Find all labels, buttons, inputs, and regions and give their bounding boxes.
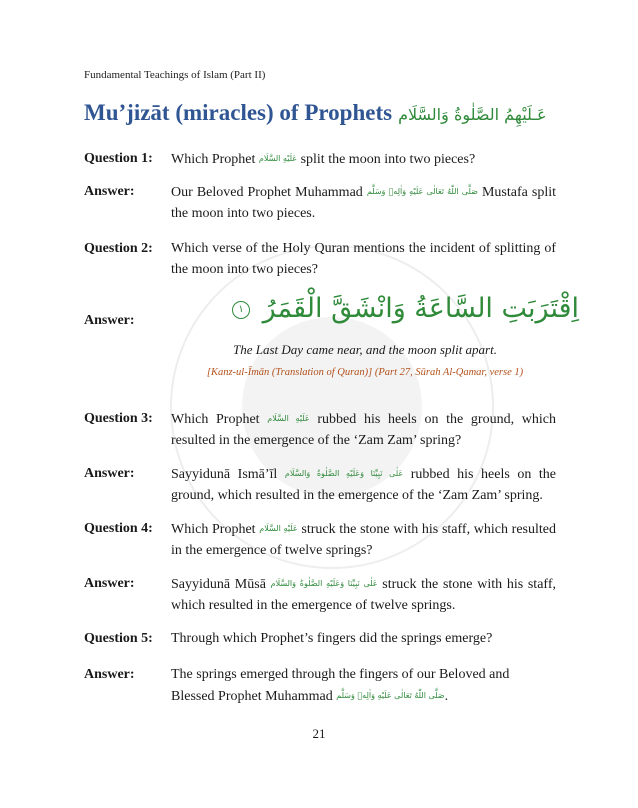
verse-translation: The Last Day came near, and the moon split apart. <box>233 342 497 357</box>
qa-text: Which Prophet عَلَيْهِ السَّلَام split the moon into two pieces? <box>171 152 476 167</box>
question-3 <box>84 408 556 451</box>
honorific-sallallahu: صَلَّى اللّٰهُ تَعَالٰى عَلَيْهِ وَاٰلِهٖ وَسَلَّم <box>336 691 445 700</box>
question-2 <box>84 238 556 280</box>
running-header: Fundamental Teachings of Islam (Part II) <box>84 69 266 81</box>
question-1 <box>84 148 556 170</box>
qa-label: Question 2: <box>84 241 153 256</box>
qa-label: Question 3: <box>84 411 153 426</box>
answer-5 <box>84 664 556 707</box>
page-number: 21 <box>312 726 326 741</box>
verse-text: اِقْتَرَبَتِ السَّاعَةُ وَانْشَقَّ الْقَمَرُ <box>262 293 579 324</box>
page-title <box>84 100 547 126</box>
quran-verse <box>232 293 579 324</box>
qa-label: Question 1: <box>84 151 153 166</box>
page-title-text: Mu’jizāt (miracles) of Prophets <box>84 100 393 125</box>
qa-label: Question 5: <box>84 631 153 646</box>
question-5 <box>84 628 556 649</box>
qa-text: Through which Prophet’s fingers did the springs emerge? <box>171 631 493 646</box>
answer-3 <box>84 463 556 506</box>
qa-text: Our Beloved Prophet Muhammad صَلَّى اللّٰهُ تَعَالٰى عَلَيْهِ وَاٰلِهٖ وَسَلَّم Mustafa split the moon into two pieces. <box>171 185 557 221</box>
qa-text: Which Prophet عَلَيْهِ السَّلَام struck the stone with his staff, which resulted in the emergence of twelve springs? <box>171 522 556 558</box>
answer-4 <box>84 573 556 616</box>
honorific-alaihis-salam: عَلَيْهِ السَّلَام <box>259 524 298 533</box>
verse-citation: [Kanz-ul-Īmān (Translation of Quran)] (Part 27, Sūrah Al-Qamar, verse 1) <box>206 367 524 378</box>
honorific-ala-nabiyyina: عَلٰى نَبِيِّنَا وَعَلَيْهِ الصَّلٰوةُ وَالسَّلَام <box>270 579 378 588</box>
page-title-arabic: عَـلَيْهِمُ الصَّلٰوةُ وَالسَّلَام <box>398 105 547 124</box>
honorific-sallallahu: صَلَّى اللّٰهُ تَعَالٰى عَلَيْهِ وَاٰلِهٖ وَسَلَّم <box>366 187 478 196</box>
answer-1 <box>84 181 556 224</box>
qa-label: Answer: <box>84 466 135 481</box>
qa-label: Question 4: <box>84 521 153 536</box>
qa-text: Sayyidunā Mūsā عَلٰى نَبِيِّنَا وَعَلَيْهِ الصَّلٰوةُ وَالسَّلَام struck the stone with his staff, which resulted in the emergence of twelve springs. <box>171 577 556 613</box>
qa-text: The springs emerged through the fingers of our Beloved and Blessed Prophet Muhammad صَلَّى اللّٰهُ تَعَالٰى عَلَيْهِ وَاٰلِهٖ وَسَلَّم. <box>171 667 510 704</box>
qa-label: Answer: <box>84 313 135 328</box>
honorific-ala-nabiyyina: عَلٰى نَبِيِّنَا وَعَلَيْهِ الصَّلٰوةُ وَالسَّلَام <box>284 469 404 478</box>
question-4 <box>84 518 556 561</box>
qa-text: Which Prophet عَلَيْهِ السَّلَام rubbed his heels on the ground, which resulted in the emergence of the ‘Zam Zam’ spring? <box>171 412 557 448</box>
qa-text: Sayyidunā Ismā’īl عَلٰى نَبِيِّنَا وَعَلَيْهِ الصَّلٰوةُ وَالسَّلَام rubbed his heels on the ground, which resulted in the emergence of the ‘Zam Zam’ spring. <box>171 467 556 503</box>
qa-label: Answer: <box>84 576 135 591</box>
verse-number-mark: ١ <box>232 301 250 319</box>
qa-label: Answer: <box>84 184 135 199</box>
honorific-alaihis-salam: عَلَيْهِ السَّلَام <box>267 414 310 423</box>
qa-label: Answer: <box>84 667 135 682</box>
qa-text: Which verse of the Holy Quran mentions the incident of splitting of the moon into two pieces? <box>171 241 556 277</box>
honorific-alaihis-salam: عَلَيْهِ السَّلَام <box>258 154 298 163</box>
